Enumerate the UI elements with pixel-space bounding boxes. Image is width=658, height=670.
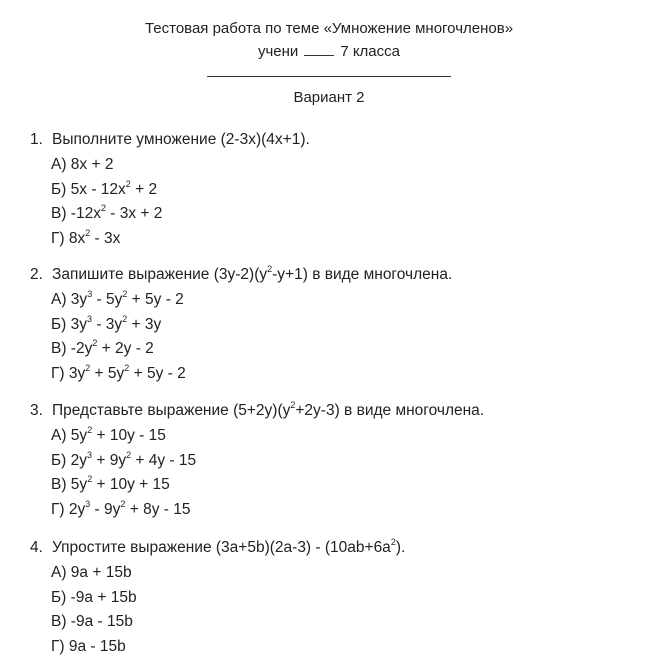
answer-option: Б) $5x - 12x^2 + 2$: [51, 178, 158, 198]
answer-option: А) 8x + 2: [51, 156, 114, 173]
question-3: [30, 402, 484, 420]
question-text: Упростите выражение $(3a+5b)(2a-3) - (10ab+6a^2)$.: [52, 537, 406, 556]
name-underline: [207, 66, 451, 77]
answer-option: Г) $8x^2 - 3x$: [51, 228, 121, 248]
answer-option: А) $5y^2 + 10y - 15$: [51, 425, 166, 444]
question-number: 2.: [30, 266, 43, 283]
variant-label: Вариант 2: [293, 89, 365, 106]
question-2: [30, 266, 452, 284]
answer-option: Г) $2y^3 - 9y^2 + 8y - 15$: [51, 499, 191, 519]
student-line: [0, 43, 658, 60]
question-number: 1.: [30, 131, 43, 148]
answer-option: Б) $2y^3 + 9y^2 + 4y - 15$: [51, 449, 197, 469]
question-4: [30, 539, 405, 557]
answer-option: В) $-2y^2 + 2y - 2$: [51, 338, 154, 358]
answer-option: Б) -9a + 15b: [51, 588, 137, 606]
question-text: Выполните умножение (2-3x)(4x+1).: [52, 131, 310, 148]
answer-option: Г) $3y^2 + 5y^2 + 5y - 2$: [51, 363, 186, 383]
student-label: учени: [257, 43, 299, 60]
question-text: Представьте выражение $(5+2y)(y^2+2y-3)$ в виде многочлена.: [52, 400, 485, 419]
name-line: [0, 64, 658, 81]
question-text: Запишите выражение $(3y-2)(y^2-y+1)$ в виде многочлена.: [52, 264, 453, 283]
question-number: 3.: [30, 402, 43, 419]
answer-option: А) 9a + 15b: [51, 564, 132, 581]
question-number: 4.: [30, 539, 43, 556]
class-label: 7 класса: [340, 43, 400, 60]
answer-option: В) $5y^2 + 10y + 15$: [51, 474, 170, 494]
answer-option: А) $3y^3 - 5y^2 + 5y - 2$: [51, 289, 184, 308]
answer-option: Б) $3y^3 - 3y^2 + 3y$: [51, 313, 162, 333]
answer-option: Г) 9a - 15b: [51, 638, 126, 656]
answer-option: В) $-12x^2 - 3x + 2$: [51, 203, 163, 223]
worksheet-title: Тестовая работа по теме «Умножение многочленов»: [144, 20, 514, 37]
question-1: [30, 131, 310, 149]
answer-option: В) -9a - 15b: [51, 613, 133, 631]
name-blank: [304, 43, 334, 56]
